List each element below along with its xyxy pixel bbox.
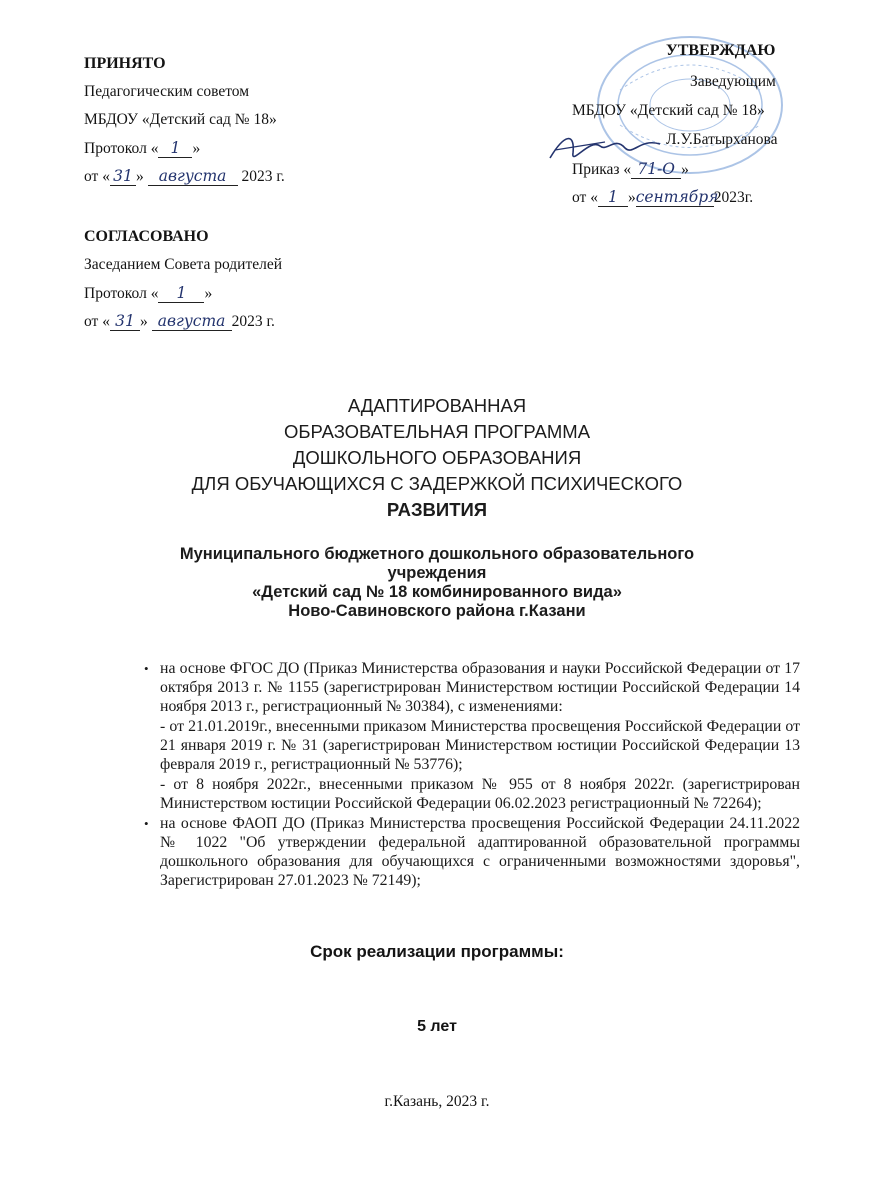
date-day: 1 xyxy=(598,188,628,207)
date-month: августа xyxy=(148,167,238,186)
date-mid: » xyxy=(135,168,144,185)
date-mid: » xyxy=(139,313,148,330)
bullet-icon: • xyxy=(144,661,149,676)
title-line-2: ОБРАЗОВАТЕЛЬНАЯ ПРОГРАММА xyxy=(283,421,591,442)
title-line-5: РАЗВИТИЯ xyxy=(386,499,488,520)
term-value: 5 лет xyxy=(417,1018,457,1035)
date-prefix: от « xyxy=(84,168,110,185)
date-prefix: от « xyxy=(84,313,110,330)
city-year: г.Казань, 2023 г. xyxy=(384,1093,490,1110)
institution-line-2: учреждения xyxy=(387,564,487,582)
protocol-suffix: » xyxy=(204,285,213,302)
institution-line-4: Ново-Савиновского района г.Казани xyxy=(288,602,586,620)
program-title xyxy=(0,393,874,523)
title-line-1: АДАПТИРОВАННАЯ xyxy=(347,395,527,416)
approve-order xyxy=(572,160,689,179)
order-number: 71-О xyxy=(631,160,681,179)
date-month: сентября xyxy=(635,188,719,206)
institution-line-3: «Детский сад № 18 комбинированного вида» xyxy=(252,583,622,601)
protocol-suffix: » xyxy=(192,140,201,157)
date-year: 2023 г. xyxy=(241,168,285,185)
date-day: 31 xyxy=(110,167,136,186)
institution-name xyxy=(0,545,874,621)
date-day: 31 xyxy=(110,312,140,331)
date-month: августа xyxy=(152,312,232,331)
basis-list xyxy=(144,659,800,891)
approve-heading: УТВЕРЖДАЮ xyxy=(666,42,776,59)
title-line-4: ДЛЯ ОБУЧАЮЩИХСЯ С ЗАДЕРЖКОЙ ПСИХИЧЕСКОГО xyxy=(191,473,683,494)
basis-change-2: - от 8 ноября 2022г., внесенными приказом № 955 от 8 ноября 2022г. (зарегистрирован Министерством юстиции Российской Федерации 06.02.2023 регистрационный № 72264); xyxy=(160,776,800,812)
approve-date xyxy=(572,188,753,207)
protocol-number: 1 xyxy=(158,284,204,303)
list-item xyxy=(144,659,800,813)
date-year: 2023 г. xyxy=(231,313,275,330)
basis-change-1: - от 21.01.2019г., внесенными приказом Министерства просвещения Российской Федерации от 21 января 2019 г. № 31 (зарегистрирован Министерством юстиции Российской Федерации 13 февраля 2019 г., регистрационный № 53776); xyxy=(160,718,800,773)
order-prefix: Приказ « xyxy=(572,161,632,178)
title-line-3: ДОШКОЛЬНОГО ОБРАЗОВАНИЯ xyxy=(292,447,582,468)
approve-position: Заведующим xyxy=(690,73,776,90)
order-suffix: » xyxy=(681,161,689,178)
approved-date xyxy=(84,167,285,186)
date-mid: » xyxy=(627,189,636,206)
approved-council: Педагогическим советом xyxy=(84,83,250,100)
agreed-heading: СОГЛАСОВАНО xyxy=(84,228,209,245)
date-year: 2023г. xyxy=(713,189,754,206)
agreed-council: Заседанием Совета родителей xyxy=(84,256,283,273)
basis-fgos: на основе ФГОС ДО (Приказ Министерства образования и науки Российской Федерации от 17 октября 2013 г. № 1155 (зарегистрирован Министерством юстиции Российской Федерации 14 ноября 2013 г., регистрационный № 30384), с изменениями: xyxy=(160,660,800,715)
list-item xyxy=(144,814,800,890)
bullet-icon: • xyxy=(144,816,149,831)
protocol-prefix: Протокол « xyxy=(84,140,159,157)
term-label: Срок реализации программы: xyxy=(310,942,564,961)
approve-signer: Л.У.Батырханова xyxy=(666,131,778,148)
protocol-prefix: Протокол « xyxy=(84,285,159,302)
basis-faop: на основе ФАОП ДО (Приказ Министерства просвещения Российской Федерации 24.11.2022 № 1022 "Об утверждении федеральной адаптированной образовательной программы дошкольного образования для обучающихся с ограниченными возможностями здоровья", Зарегистрирован 27.01.2023 № 72149); xyxy=(160,815,800,889)
agreed-date xyxy=(84,312,275,331)
approved-institution: МБДОУ «Детский сад № 18» xyxy=(84,111,277,128)
approved-heading: ПРИНЯТО xyxy=(84,55,166,72)
approved-protocol xyxy=(84,139,200,158)
protocol-number: 1 xyxy=(158,139,192,158)
date-prefix: от « xyxy=(572,189,598,206)
institution-line-1: Муниципального бюджетного дошкольного образовательного xyxy=(179,545,695,563)
agreed-protocol xyxy=(84,284,212,303)
approve-institution: МБДОУ «Детский сад № 18» xyxy=(572,102,765,119)
